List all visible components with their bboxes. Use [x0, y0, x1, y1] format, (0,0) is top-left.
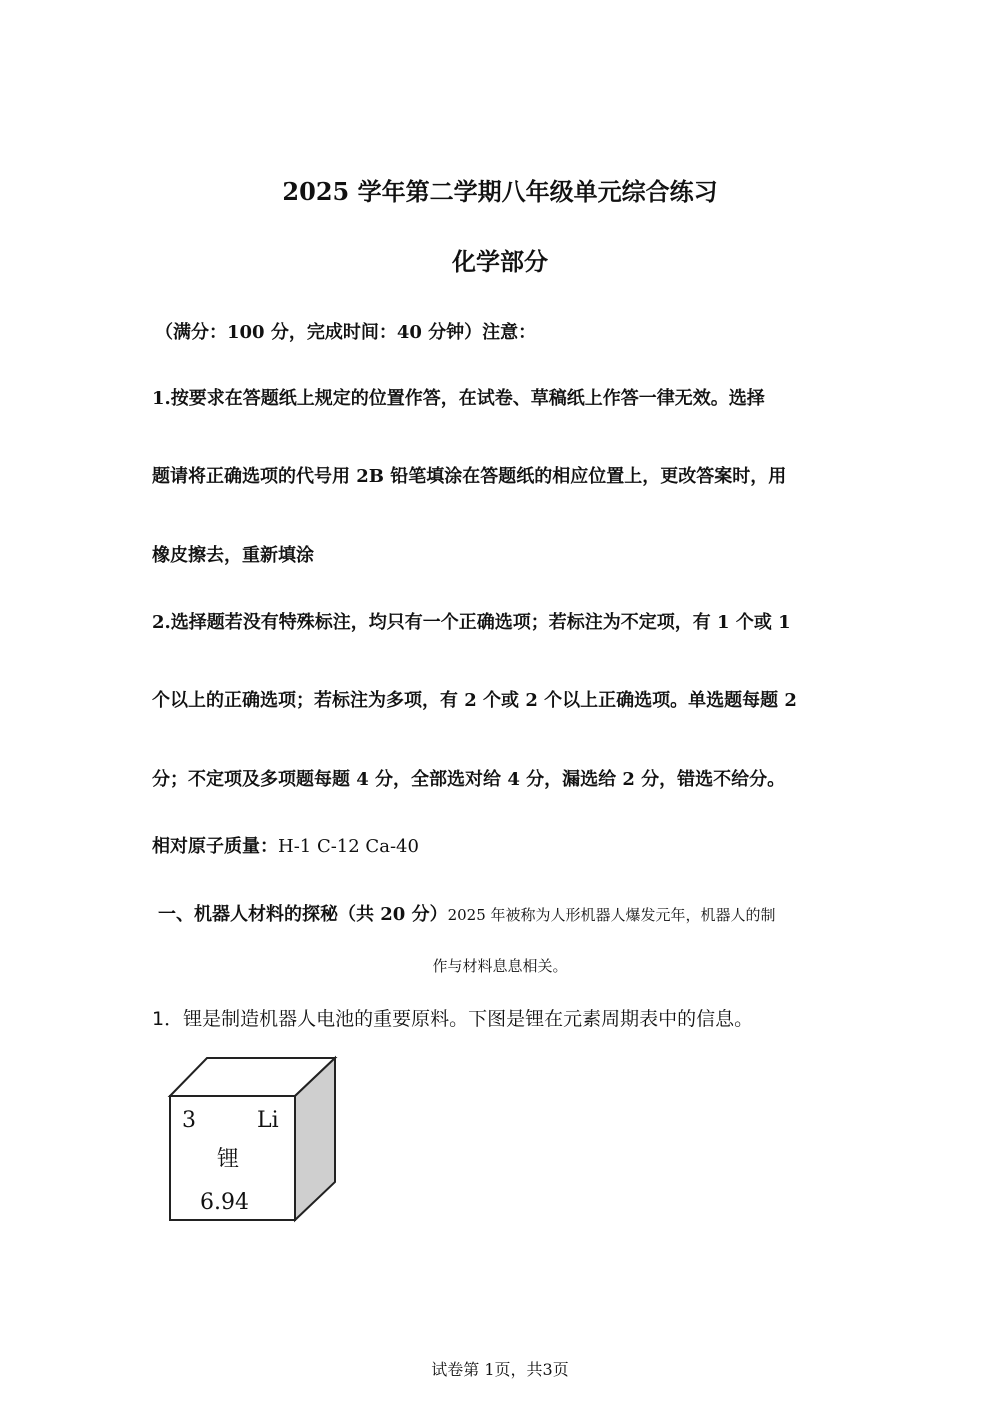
section-heading — [158, 900, 776, 926]
atomic-mass-values: H-1 C-12 Ca-40 — [278, 836, 419, 857]
atomic-mass-label: 相对原子质量： — [152, 836, 278, 857]
section-description: 2025 年被称为人形机器人爆发元年，机器人的制 — [447, 906, 776, 924]
instruction-line: 个以上的正确选项；若标注为多项，有 2 个或 2 个以上正确选项。单选题每题 2 — [152, 690, 797, 711]
score-info: （满分：100 分，完成时间：40 分钟）注意： — [155, 322, 537, 343]
instruction-line: 2.选择题若没有特殊标注，均只有一个正确选项；若标注为不定项，有 1 个或 1 — [152, 612, 791, 633]
section-title: 一、机器人材料的探秘（共 20 分） — [158, 904, 448, 925]
instruction-line: 橡皮擦去，重新填涂 — [152, 545, 314, 566]
question-1-text: 1．锂是制造机器人电池的重要原料。下图是锂在元素周期表中的信息。 — [152, 1008, 754, 1030]
page-footer: 试卷第 1页，共3页 — [431, 1360, 569, 1379]
page-subtitle: 化学部分 — [452, 247, 548, 276]
element-atomic-mass: 6.94 — [200, 1190, 249, 1215]
instruction-line: 分；不定项及多项题每题 4 分，全部选对给 4 分，漏选给 2 分，错选不给分。 — [152, 769, 786, 790]
element-name: 锂 — [217, 1147, 240, 1172]
page-title: 2025 学年第二学期八年级单元综合练习 — [282, 177, 718, 206]
element-atomic-number: 3 — [182, 1108, 196, 1133]
instruction-line: 题请将正确选项的代号用 2B 铅笔填涂在答题纸的相应位置上，更改答案时，用 — [152, 466, 787, 487]
instruction-line: 1.按要求在答题纸上规定的位置作答，在试卷、草稿纸上作答一律无效。选择 — [152, 388, 765, 409]
section-description-cont: 作与材料息息相关。 — [432, 957, 568, 975]
element-symbol: Li — [257, 1108, 279, 1133]
element-cube-figure — [165, 1054, 340, 1226]
atomic-mass-line — [152, 832, 419, 858]
